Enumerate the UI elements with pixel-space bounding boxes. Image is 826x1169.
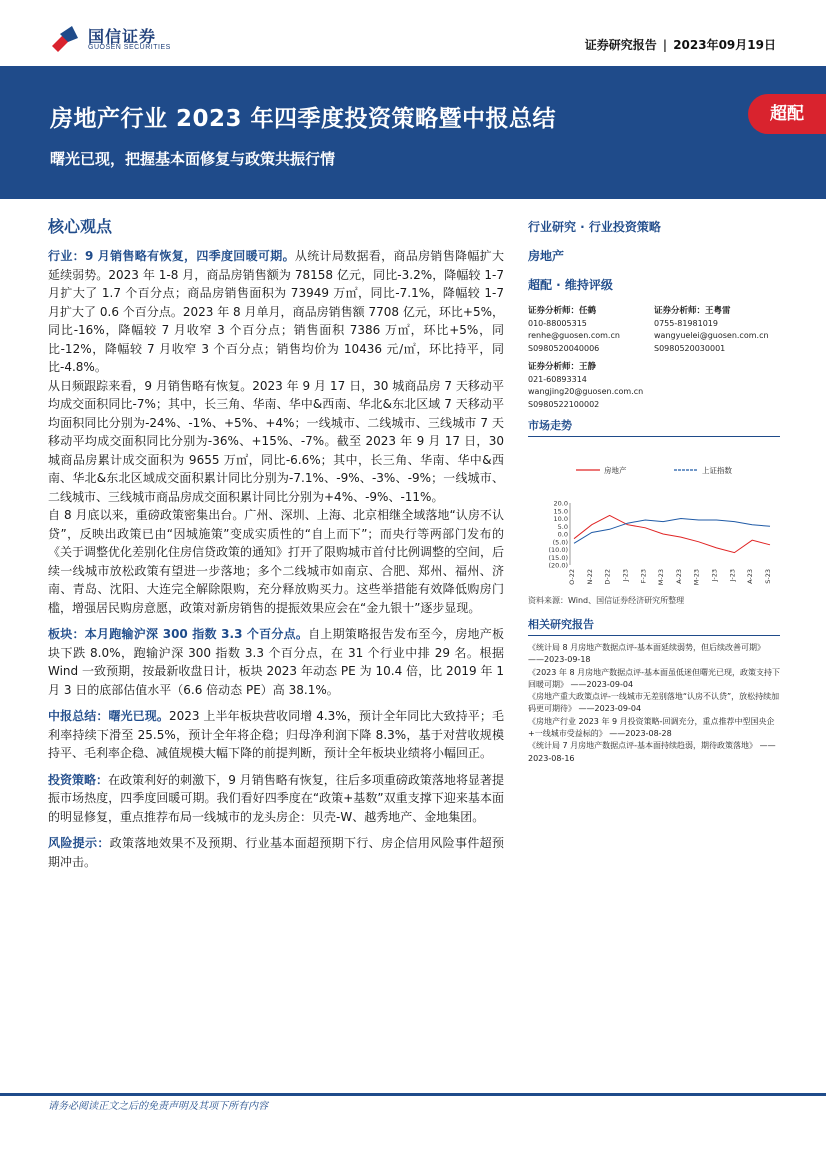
legend-label: 房地产: [604, 466, 627, 475]
analyst-cert: S0980520040006: [528, 343, 600, 353]
related-report-item[interactable]: 《统计局 8 月房地产数据点评-基本面延续弱势，但后续改善可期》 ——2023-09-18: [528, 643, 766, 665]
x-tick-label: A-23: [746, 569, 755, 584]
y-tick-label: 20.0: [553, 499, 568, 508]
paragraph-head: 风险提示：: [48, 836, 110, 850]
paragraph-head: 投资策略：: [48, 772, 109, 787]
paragraph-body: 在政策利好的刺激下，9 月销售略有恢复，往后多项重磅政策落地将显著提振市场热度，四季度回暖可期。我们看好四季度在“政策+基数”双重支撑下迎来基本面的明显修复，重点推荐布局一线城市的龙头房企：贝壳-W、越秀地产、金地集团。: [48, 772, 504, 824]
paragraph-interim-summary: [48, 707, 504, 763]
logo-text-en: GUOSEN SECURITIES: [88, 44, 171, 51]
analyst-cert: S0980520030001: [654, 343, 726, 353]
related-reports-title: 相关研究报告: [528, 616, 780, 636]
y-tick-label: (5.0): [552, 538, 568, 547]
x-tick-label: M-23: [692, 569, 701, 586]
y-tick-label: (15.0): [548, 553, 568, 562]
x-tick-label: N-22: [585, 569, 594, 585]
paragraph-head: 行业：9 月销售略有恢复，四季度回暖可期。: [48, 249, 295, 263]
y-tick-label: (20.0): [548, 561, 568, 570]
y-tick-label: 15.0: [553, 507, 568, 516]
paragraph-body: 自上期策略报告发布至今，房地产板块下跌 8.0%，跑输沪深 300 指数 3.3 个百分点，在 31 个行业中排 29 名。根据 Wind 一致预期，按最新收盘日计，板块 2023 年动态 PE 为 10.4 倍，比 2019 年 1 月 3 日的底部估值水平（6.6 倍动态 PE）高 38.1%。: [48, 627, 504, 697]
y-tick-label: 10.0: [553, 515, 568, 523]
core-views-title: 核心观点: [48, 217, 113, 236]
analyst-card: [528, 361, 652, 411]
report-subtitle: 曙光已现，把握基本面修复与政策共振行情: [50, 150, 336, 168]
related-report-item[interactable]: 《房地产行业 2023 年 9 月投资策略-回调充分，重点推荐中型国央企+一线城市受益标的》 ——2023-08-28: [528, 716, 775, 739]
analyst-cert: S0980522100002: [528, 399, 600, 409]
guosen-logo-icon: [50, 24, 80, 54]
paragraph-head: 中报总结：曙光已现。: [48, 709, 169, 723]
chart-svg: [528, 443, 780, 591]
analyst-name: 证券分析师：任鹤: [528, 306, 597, 316]
legend-label: 上证指数: [702, 466, 732, 475]
logo-text-cn: 国信证券: [88, 27, 157, 46]
industry-name: 房地产: [528, 249, 565, 263]
company-logo: [50, 22, 200, 58]
market-trend-title: 市场走势: [528, 417, 780, 437]
paragraph-policy: 自 8 月底以来，重磅政策密集出台。广州、深圳、上海、北京相继全域落地“认房不认贷”，反映出政策已由“因城施策”变成实质性的“自上而下”；而央行等两部门发布的《关于调整优化差别化住房信贷政策的通知》打开了限购城市首付比例调整的空间，后续一线城市放松政策有望进一步落地；多个二线城市如南京、合肥、郑州、福州、济南、青岛、沈阳、大连完全解除限购，充分释放购买力。这些举措能有效降低购房门槛，增强居民购房意愿，政策对新房销售的提振效果应会在“金九银十”逐步显现。: [48, 508, 505, 615]
analyst-phone: 021-60893314: [528, 374, 587, 384]
x-tick-label: M-23: [657, 569, 666, 586]
analyst-email[interactable]: renhe@guosen.com.cn: [528, 331, 620, 340]
x-tick-label: A-23: [674, 569, 683, 584]
report-meta: [585, 36, 776, 53]
x-tick-label: J-23: [621, 569, 630, 582]
analyst-card: [528, 305, 652, 355]
series-line: [574, 519, 770, 544]
analyst-name: 证券分析师：王静: [528, 362, 597, 372]
analyst-email[interactable]: wangyuelei@guosen.com.cn: [654, 331, 769, 340]
core-views: [48, 214, 504, 879]
related-report-item[interactable]: 《统计局 7 月房地产数据点评-基本面持续趋弱，期待政策落地》 ——2023-08-16: [528, 741, 776, 763]
paragraph-daily-tracking: 从日频跟踪来看，9 月销售略有恢复。2023 年 9 月 17 日，30 城商品房 7 天移动平均成交面积同比-7%；其中，长三角、华南、华中&西南、华北&东北区域 7 天移动平均面积同比分别为-24%、-1%、+5%、+4%；一线城市、二线城市、三线城市 7 天移动平均成交面积同比分别为-36%、+15%、-7%。截至 2023 年 9 月 17 日，30 城商品房累计成交面积为 9655 万㎡，同比-6.6%；其中，长三角、华南、华中&西南、华北&东北区域成交面积累计同比分别为-7.1%、-9%、-3%、-9%；一线城市、二线城市、三线城市商品房成交面积累计同比分别为+4%、-9%、-11%。: [48, 378, 504, 504]
paragraph-body: 从统计局数据看，商品房销售降幅扩大延续弱势。2023 年 1-8 月，商品房销售额为 78158 亿元，同比-3.2%，降幅较 1-7 月扩大了 1.7 个百分点；商品房销售面积为 73949 万㎡，同比-7.1%，降幅较 1-7 月扩大了 0.6 个百分点。2023 年 8 月单月，商品房销售额 7708 亿元，环比+5%，同比-16%，降幅较 7 月收窄 3 个百分点；销售面积 7386 万㎡，环比+5%，同比-12%，降幅较 7 月收窄 3 个百分点；销售均价为 10436 元/㎡，环比持平，同比-4.8%。: [48, 249, 504, 374]
paragraph-head: 板块：本月跑输沪深 300 指数 3.3 个百分点。: [48, 627, 309, 641]
related-report-item[interactable]: 《房地产重大政策点评-一线城市无差别落地“认房不认贷”，放松持续加码更可期待》 ——2023-09-04: [528, 692, 780, 714]
x-tick-label: S-23: [764, 569, 772, 584]
rating-line: 超配 · 维持评级: [528, 278, 613, 292]
report-title: 房地产行业 2023 年四季度投资策略暨中报总结: [50, 106, 557, 132]
x-tick-label: O-22: [568, 569, 576, 585]
y-tick-label: 5.0: [557, 522, 568, 531]
research-type: 行业研究 · 行业投资策略: [528, 220, 661, 234]
related-reports-list: [528, 642, 780, 765]
series-line: [574, 515, 770, 552]
report-date: 2023年09月19日: [673, 38, 776, 52]
analyst-list: [528, 305, 780, 417]
analyst-phone: 010-88005315: [528, 318, 587, 328]
analyst-phone: 0755-81981019: [654, 318, 718, 328]
chart-source: 资料来源：Wind、国信证券经济研究所整理: [528, 596, 685, 605]
paragraph-risk: [48, 834, 504, 871]
paragraph-strategy: [48, 771, 504, 827]
sidebar: [528, 214, 780, 765]
x-tick-label: J-23: [728, 569, 737, 582]
y-tick-label: (10.0): [548, 546, 568, 554]
analyst-card: [654, 305, 778, 355]
paragraph-body: 2023 上半年板块营收同增 4.3%，预计全年同比大致持平；毛利率持续下滑至 25.5%，预计全年将企稳；归母净利润下降 8.3%，基于对营收规模持平、毛利率企稳、减值规模大幅下降的前提判断，预计全年板块业绩将小幅回正。: [48, 709, 504, 760]
meta-separator: |: [662, 38, 668, 52]
paragraph-industry: [48, 247, 504, 377]
paragraph-body: 政策落地效果不及预期、行业基本面超预期下行、房企信用风险事件超预期冲击。: [48, 836, 504, 869]
paragraph-sector: [48, 625, 504, 699]
related-report-item[interactable]: 《2023 年 8 月房地产数据点评-基本面虽低迷但曙光已现，政策支持下回暖可期》 ——2023-09-04: [528, 667, 780, 689]
x-tick-label: D-22: [603, 569, 612, 585]
footer-disclaimer: 请务必阅读正文之后的免责声明及其项下所有内容: [48, 1101, 268, 1112]
footer-divider: [0, 1093, 826, 1096]
analyst-name: 证券分析师：王粤雷: [654, 306, 731, 316]
y-tick-label: 0.0: [557, 530, 568, 539]
x-tick-label: J-23: [710, 569, 719, 582]
x-tick-label: F-23: [639, 569, 648, 584]
market-trend-chart: [528, 443, 780, 591]
report-type: 证券研究报告: [584, 38, 657, 52]
analyst-email[interactable]: wangjing20@guosen.com.cn: [528, 387, 644, 396]
rating-badge: 超配: [748, 94, 826, 134]
